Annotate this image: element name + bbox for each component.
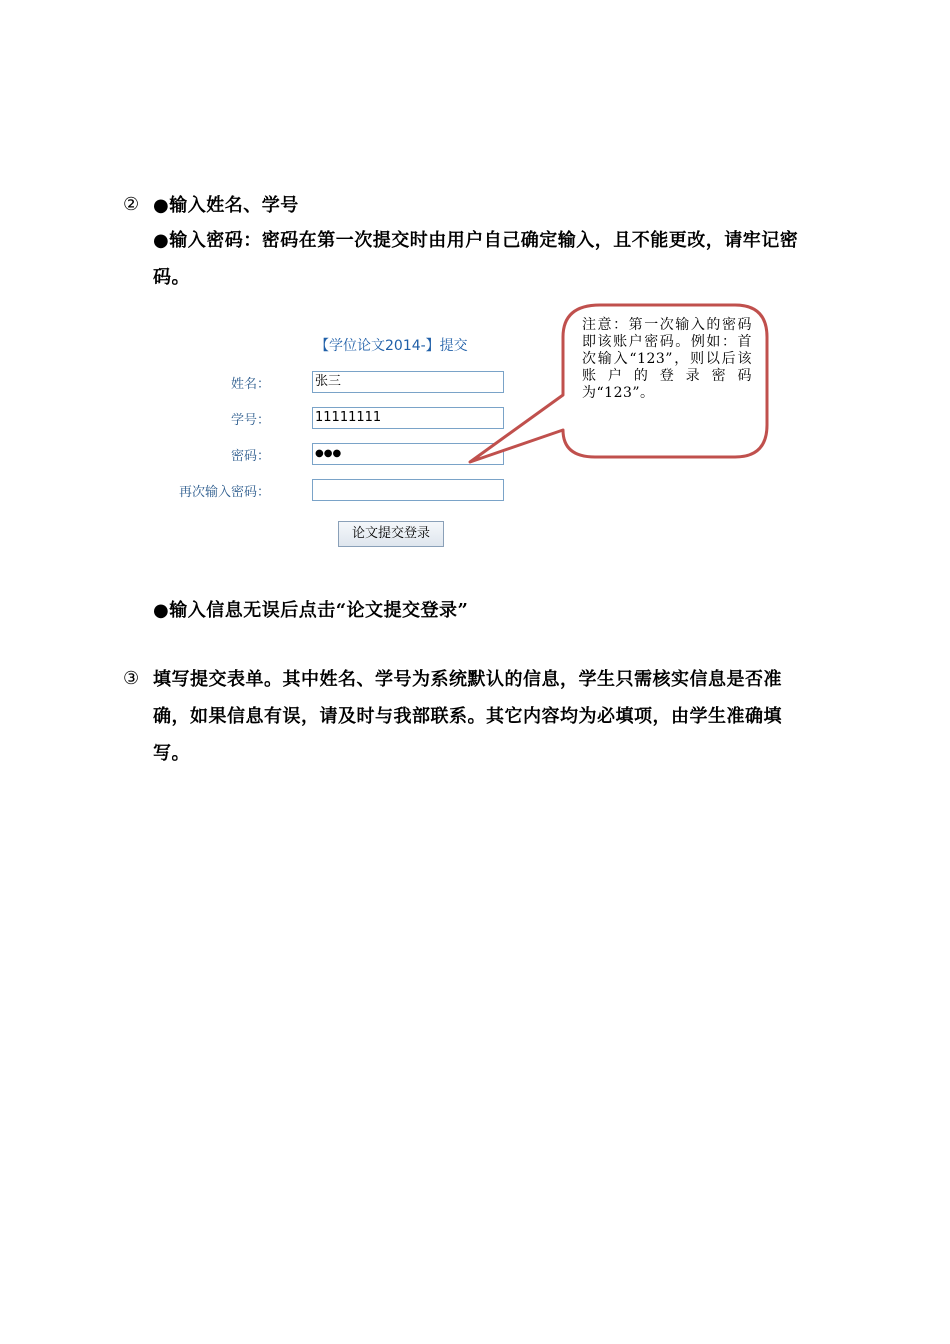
password-confirm-label: 再次输入密码： bbox=[178, 485, 270, 500]
name-field[interactable]: 张三 bbox=[312, 371, 504, 393]
student-id-field[interactable]: 11111111 bbox=[312, 407, 504, 429]
password-field[interactable]: ●●● bbox=[312, 443, 504, 465]
step-3-marker: ③ bbox=[123, 668, 140, 689]
step-2-line-password: ●输入密码：密码在第一次提交时由用户自己确定输入，且不能更改，请牢记密码。 bbox=[153, 230, 799, 288]
form-title: 【学位论文2014-】提交 bbox=[315, 338, 468, 354]
name-label: 姓名： bbox=[230, 377, 270, 392]
password-label: 密码： bbox=[230, 449, 270, 464]
submit-login-button[interactable]: 论文提交登录 bbox=[338, 521, 444, 547]
callout-note: 注意：第一次输入的密码即该账户密码。例如：首次输入“123”，则以后该账户的登录密码为“123”。 bbox=[582, 317, 752, 401]
click-submit-instruction: ●输入信息无误后点击“论文提交登录” bbox=[153, 600, 469, 621]
step-2-line-name-id: ●输入姓名、学号 bbox=[153, 195, 299, 216]
step-2-marker: ② bbox=[123, 194, 140, 215]
student-id-label: 学号： bbox=[230, 413, 270, 428]
step-3-text: 填写提交表单。其中姓名、学号为系统默认的信息，学生只需核实信息是否准确，如果信息有误，请及时与我部联系。其它内容均为必填项，由学生准确填写。 bbox=[153, 669, 782, 764]
